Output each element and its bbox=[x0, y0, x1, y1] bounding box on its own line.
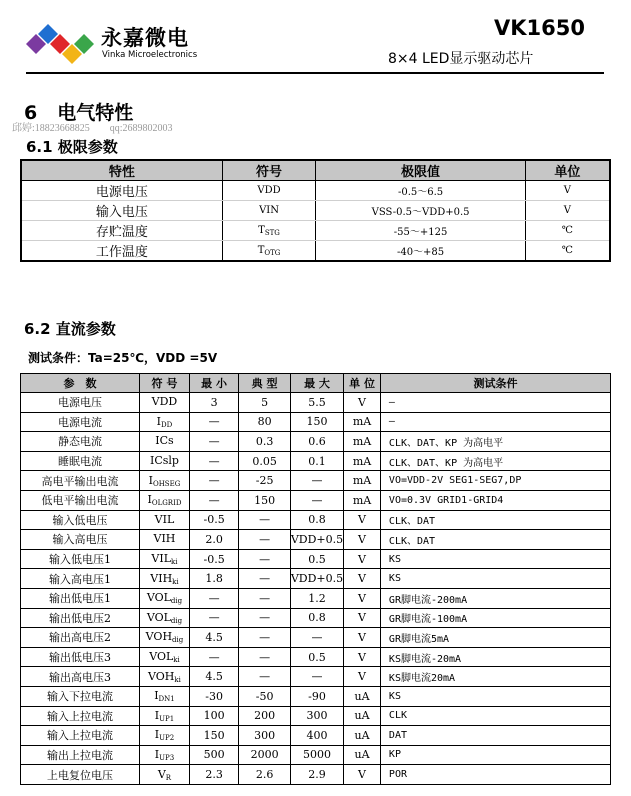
max-cell: 0.5 bbox=[290, 647, 343, 667]
symbol-text: VIH bbox=[153, 532, 176, 546]
min-cell: — bbox=[189, 490, 239, 510]
unit-cell: mA bbox=[344, 412, 381, 432]
parameter-cell: 输出上拉电流 bbox=[21, 745, 140, 765]
table-row bbox=[21, 647, 611, 667]
symbol-text: ICs bbox=[155, 434, 174, 448]
parameter-cell: 低电平输出电流 bbox=[21, 490, 140, 510]
characteristic-cell: 电源电压 bbox=[21, 181, 222, 201]
header-cell: 符 号 bbox=[140, 374, 190, 393]
test-condition-cell: VO=0.3V GRID1-GRID4 bbox=[380, 490, 610, 510]
max-cell: — bbox=[290, 490, 343, 510]
symbol-cell bbox=[140, 667, 190, 687]
typ-cell: — bbox=[239, 608, 291, 628]
unit-cell: ℃ bbox=[525, 221, 610, 241]
typ-cell: — bbox=[239, 667, 291, 687]
section-title: 电气特性 bbox=[57, 102, 134, 124]
vinka-logo-icon bbox=[26, 22, 100, 66]
table-row bbox=[21, 667, 611, 687]
header-cell: 最 小 bbox=[189, 374, 239, 393]
symbol-cell bbox=[140, 549, 190, 569]
symbol-subscript: dig bbox=[172, 636, 184, 645]
parameter-cell: 输入低电压 bbox=[21, 510, 140, 530]
symbol-cell bbox=[140, 530, 190, 550]
typ-cell: — bbox=[239, 628, 291, 648]
brand-name-en: Vinka Microelectronics bbox=[102, 50, 198, 60]
typ-cell: 150 bbox=[239, 490, 291, 510]
typ-cell: 2.6 bbox=[239, 765, 291, 785]
symbol-cell bbox=[140, 588, 190, 608]
unit-cell: V bbox=[344, 667, 381, 687]
header-cell: 参 数 bbox=[21, 374, 140, 393]
test-condition: 测试条件：Ta=25℃，VDD =5V bbox=[28, 351, 218, 365]
typ-cell: 200 bbox=[239, 706, 291, 726]
unit-cell: uA bbox=[344, 706, 381, 726]
table-header-row bbox=[21, 374, 611, 393]
symbol-subscript: UP3 bbox=[159, 753, 175, 762]
typ-cell: — bbox=[239, 549, 291, 569]
symbol-text: I bbox=[147, 493, 152, 507]
table-row bbox=[21, 221, 610, 241]
unit-cell: V bbox=[344, 628, 381, 648]
table-row bbox=[21, 569, 611, 589]
max-cell: 400 bbox=[290, 726, 343, 746]
test-condition-cell: POR bbox=[380, 765, 610, 785]
max-cell: — bbox=[290, 471, 343, 491]
symbol-text: VOH bbox=[148, 669, 175, 683]
symbol-subscript: ki bbox=[171, 558, 178, 567]
parameter-cell: 输出高电压3 bbox=[21, 667, 140, 687]
min-cell: 1.8 bbox=[189, 569, 239, 589]
min-cell: — bbox=[189, 647, 239, 667]
table-row bbox=[21, 686, 611, 706]
parameter-cell: 上电复位电压 bbox=[21, 765, 140, 785]
symbol-text: I bbox=[154, 708, 160, 722]
test-condition-cell: — bbox=[380, 393, 610, 413]
symbol-cell bbox=[140, 471, 190, 491]
test-condition-cell: CLK bbox=[380, 706, 610, 726]
symbol-subscript: UP2 bbox=[159, 734, 175, 743]
dc-parameter-table bbox=[20, 373, 611, 785]
symbol-cell bbox=[140, 510, 190, 530]
typ-cell: — bbox=[239, 647, 291, 667]
parameter-cell: 输入高电压1 bbox=[21, 569, 140, 589]
symbol-cell bbox=[222, 181, 316, 201]
unit-cell: V bbox=[344, 393, 381, 413]
symbol-cell bbox=[140, 412, 190, 432]
symbol-cell bbox=[140, 451, 190, 471]
header-cell: 单位 bbox=[525, 160, 610, 181]
min-cell: 4.5 bbox=[189, 628, 239, 648]
min-cell: -0.5 bbox=[189, 510, 239, 530]
min-cell: -0.5 bbox=[189, 549, 239, 569]
absolute-max-table bbox=[20, 159, 611, 262]
symbol-subscript: ki bbox=[172, 577, 179, 586]
table-row bbox=[21, 201, 610, 221]
unit-cell: V bbox=[344, 530, 381, 550]
limit-value-cell: -0.5～6.5 bbox=[316, 181, 525, 201]
min-cell: 500 bbox=[189, 745, 239, 765]
test-condition-cell: CLK、DAT、KP 为高电平 bbox=[380, 432, 610, 452]
header-cell: 极限值 bbox=[316, 160, 525, 181]
symbol-cell bbox=[140, 706, 190, 726]
max-cell: VDD+0.5 bbox=[290, 530, 343, 550]
typ-cell: — bbox=[239, 569, 291, 589]
parameter-cell: 输入高电压 bbox=[21, 530, 140, 550]
header-divider bbox=[26, 72, 604, 74]
symbol-text: VIN bbox=[259, 204, 279, 216]
symbol-text: VOL bbox=[146, 591, 171, 605]
min-cell: 150 bbox=[189, 726, 239, 746]
test-condition-cell: KS bbox=[380, 686, 610, 706]
test-condition-cell: CLK、DAT bbox=[380, 510, 610, 530]
min-cell: — bbox=[189, 432, 239, 452]
max-cell: 0.8 bbox=[290, 608, 343, 628]
symbol-text: I bbox=[154, 747, 160, 761]
table-row bbox=[21, 608, 611, 628]
parameter-cell: 静态电流 bbox=[21, 432, 140, 452]
typ-cell: — bbox=[239, 510, 291, 530]
characteristic-cell: 输入电压 bbox=[21, 201, 222, 221]
test-condition-cell: KS脚电流-20mA bbox=[380, 647, 610, 667]
typ-cell: — bbox=[239, 588, 291, 608]
characteristic-cell: 存贮温度 bbox=[21, 221, 222, 241]
symbol-text: T bbox=[258, 224, 265, 236]
symbol-subscript: DN1 bbox=[158, 695, 175, 704]
unit-cell: uA bbox=[344, 726, 381, 746]
unit-cell: V bbox=[344, 647, 381, 667]
table-row bbox=[21, 432, 611, 452]
symbol-subscript: DD bbox=[161, 420, 173, 429]
symbol-cell bbox=[140, 628, 190, 648]
symbol-text: VOH bbox=[145, 630, 173, 644]
max-cell: 0.5 bbox=[290, 549, 343, 569]
unit-cell: V bbox=[344, 569, 381, 589]
document-subtitle: 8×4 LED显示驱动芯片 bbox=[388, 51, 534, 67]
max-cell: 5000 bbox=[290, 745, 343, 765]
unit-cell: V bbox=[525, 201, 610, 221]
typ-cell: 80 bbox=[239, 412, 291, 432]
test-condition-cell: CLK、DAT bbox=[380, 530, 610, 550]
header-cell: 最 大 bbox=[290, 374, 343, 393]
symbol-text: I bbox=[154, 728, 160, 742]
unit-cell: mA bbox=[344, 451, 381, 471]
symbol-cell bbox=[222, 201, 316, 221]
symbol-subscript: OTG bbox=[264, 248, 281, 257]
test-condition-cell: — bbox=[380, 412, 610, 432]
table-row bbox=[21, 588, 611, 608]
unit-cell: ℃ bbox=[525, 241, 610, 262]
table-header-row bbox=[21, 160, 610, 181]
table-row bbox=[21, 510, 611, 530]
max-cell: 0.6 bbox=[290, 432, 343, 452]
symbol-subscript: ki bbox=[174, 675, 181, 684]
parameter-cell: 输出高电压2 bbox=[21, 628, 140, 648]
parameter-cell: 电源电流 bbox=[21, 412, 140, 432]
table-row bbox=[21, 726, 611, 746]
max-cell: 300 bbox=[290, 706, 343, 726]
min-cell: -30 bbox=[189, 686, 239, 706]
min-cell: 3 bbox=[189, 393, 239, 413]
typ-cell: 0.3 bbox=[239, 432, 291, 452]
test-condition-cell: GR脚电流-100mA bbox=[380, 608, 610, 628]
limit-value-cell: VSS-0.5～VDD+0.5 bbox=[316, 201, 525, 221]
symbol-text: VDD bbox=[257, 184, 281, 196]
table-row bbox=[21, 451, 611, 471]
unit-cell: mA bbox=[344, 432, 381, 452]
parameter-cell: 睡眠电流 bbox=[21, 451, 140, 471]
symbol-cell bbox=[140, 745, 190, 765]
symbol-subscript: UP1 bbox=[159, 714, 175, 723]
symbol-text: ICslp bbox=[149, 454, 179, 468]
symbol-text: VDD bbox=[151, 395, 178, 409]
unit-cell: V bbox=[344, 510, 381, 530]
typ-cell: — bbox=[239, 530, 291, 550]
symbol-cell bbox=[222, 241, 316, 262]
max-cell: VDD+0.5 bbox=[290, 569, 343, 589]
test-condition-cell: KP bbox=[380, 745, 610, 765]
brand-name-cn: 永嘉微电 bbox=[101, 26, 189, 50]
test-condition-cell: GR脚电流5mA bbox=[380, 628, 610, 648]
symbol-subscript: dig bbox=[170, 597, 183, 606]
watermark-contact: 邱婷:18823668825 bbox=[12, 123, 90, 134]
table-row bbox=[21, 181, 610, 201]
min-cell: — bbox=[189, 608, 239, 628]
symbol-text: VIH bbox=[150, 571, 173, 585]
min-cell: — bbox=[189, 451, 239, 471]
symbol-text: VIL bbox=[154, 512, 175, 526]
test-condition-cell: KS bbox=[380, 549, 610, 569]
symbol-text: VOL bbox=[149, 650, 174, 664]
symbol-cell bbox=[140, 432, 190, 452]
test-condition-cell: GR脚电流-200mA bbox=[380, 588, 610, 608]
typ-cell: -25 bbox=[239, 471, 291, 491]
unit-cell: V bbox=[344, 765, 381, 785]
symbol-text: VIL bbox=[151, 552, 172, 566]
parameter-cell: 输入上拉电流 bbox=[21, 706, 140, 726]
parameter-cell: 输出低电压1 bbox=[21, 588, 140, 608]
table-row bbox=[21, 471, 611, 491]
symbol-cell bbox=[140, 490, 190, 510]
max-cell: — bbox=[290, 628, 343, 648]
typ-cell: 2000 bbox=[239, 745, 291, 765]
symbol-subscript: ki bbox=[173, 656, 180, 665]
table-row bbox=[21, 765, 611, 785]
unit-cell: V bbox=[525, 181, 610, 201]
test-condition-cell: KS脚电流20mA bbox=[380, 667, 610, 687]
test-condition-cell: CLK、DAT、KP 为高电平 bbox=[380, 451, 610, 471]
section-number: 6 bbox=[24, 102, 38, 124]
symbol-text: V bbox=[157, 767, 166, 781]
symbol-subscript: STG bbox=[264, 228, 280, 237]
symbol-cell bbox=[140, 569, 190, 589]
symbol-cell bbox=[222, 221, 316, 241]
limit-value-cell: -40～+85 bbox=[316, 241, 525, 262]
unit-cell: V bbox=[344, 608, 381, 628]
limit-value-cell: -55～+125 bbox=[316, 221, 525, 241]
min-cell: 2.3 bbox=[189, 765, 239, 785]
parameter-cell: 输出低电压3 bbox=[21, 647, 140, 667]
typ-cell: -50 bbox=[239, 686, 291, 706]
unit-cell: mA bbox=[344, 490, 381, 510]
symbol-subscript: dig bbox=[170, 616, 183, 625]
symbol-text: I bbox=[156, 414, 162, 428]
table-row bbox=[21, 628, 611, 648]
min-cell: — bbox=[189, 412, 239, 432]
table-row bbox=[21, 490, 611, 510]
min-cell: — bbox=[189, 471, 239, 491]
symbol-cell bbox=[140, 393, 190, 413]
symbol-cell bbox=[140, 686, 190, 706]
watermark-qq: qq:2689802003 bbox=[109, 123, 173, 134]
watermark bbox=[12, 119, 173, 134]
unit-cell: V bbox=[344, 549, 381, 569]
section-heading-6-2: 6.2 直流参数 bbox=[24, 320, 116, 338]
min-cell: 2.0 bbox=[189, 530, 239, 550]
max-cell: — bbox=[290, 667, 343, 687]
parameter-cell: 输入低电压1 bbox=[21, 549, 140, 569]
table-row bbox=[21, 241, 610, 262]
table-row bbox=[21, 412, 611, 432]
max-cell: 1.2 bbox=[290, 588, 343, 608]
test-condition-cell: DAT bbox=[380, 726, 610, 746]
header-cell: 单 位 bbox=[344, 374, 381, 393]
table-row bbox=[21, 745, 611, 765]
symbol-cell bbox=[140, 647, 190, 667]
unit-cell: V bbox=[344, 588, 381, 608]
header-cell: 测试条件 bbox=[380, 374, 610, 393]
max-cell: 0.8 bbox=[290, 510, 343, 530]
header-cell: 特性 bbox=[21, 160, 222, 181]
symbol-text: I bbox=[148, 473, 153, 487]
parameter-cell: 输出低电压2 bbox=[21, 608, 140, 628]
test-condition-cell: VO=VDD-2V SEG1-SEG7,DP bbox=[380, 471, 610, 491]
typ-cell: 0.05 bbox=[239, 451, 291, 471]
max-cell: 0.1 bbox=[290, 451, 343, 471]
symbol-subscript: R bbox=[165, 773, 172, 782]
unit-cell: mA bbox=[344, 471, 381, 491]
symbol-subscript: OLGRID bbox=[151, 499, 182, 508]
table-row bbox=[21, 549, 611, 569]
max-cell: 150 bbox=[290, 412, 343, 432]
max-cell: 5.5 bbox=[290, 393, 343, 413]
test-condition-cell: KS bbox=[380, 569, 610, 589]
min-cell: — bbox=[189, 588, 239, 608]
document-title: VK1650 bbox=[494, 16, 585, 40]
symbol-cell bbox=[140, 765, 190, 785]
section-heading-6-1: 6.1 极限参数 bbox=[26, 138, 118, 156]
symbol-text: VOL bbox=[146, 610, 171, 624]
unit-cell: uA bbox=[344, 686, 381, 706]
max-cell: 2.9 bbox=[290, 765, 343, 785]
symbol-subscript: OHSEG bbox=[152, 479, 181, 488]
header-cell: 典 型 bbox=[239, 374, 291, 393]
symbol-cell bbox=[140, 608, 190, 628]
characteristic-cell: 工作温度 bbox=[21, 241, 222, 262]
min-cell: 100 bbox=[189, 706, 239, 726]
min-cell: 4.5 bbox=[189, 667, 239, 687]
symbol-text: I bbox=[154, 689, 159, 703]
table-row bbox=[21, 706, 611, 726]
typ-cell: 5 bbox=[239, 393, 291, 413]
unit-cell: uA bbox=[344, 745, 381, 765]
max-cell: -90 bbox=[290, 686, 343, 706]
symbol-text: T bbox=[257, 244, 265, 256]
table-row bbox=[21, 393, 611, 413]
parameter-cell: 输入上拉电流 bbox=[21, 726, 140, 746]
parameter-cell: 输入下拉电流 bbox=[21, 686, 140, 706]
table-row bbox=[21, 530, 611, 550]
header-cell: 符号 bbox=[222, 160, 316, 181]
typ-cell: 300 bbox=[239, 726, 291, 746]
parameter-cell: 电源电压 bbox=[21, 393, 140, 413]
symbol-cell bbox=[140, 726, 190, 746]
parameter-cell: 高电平输出电流 bbox=[21, 471, 140, 491]
